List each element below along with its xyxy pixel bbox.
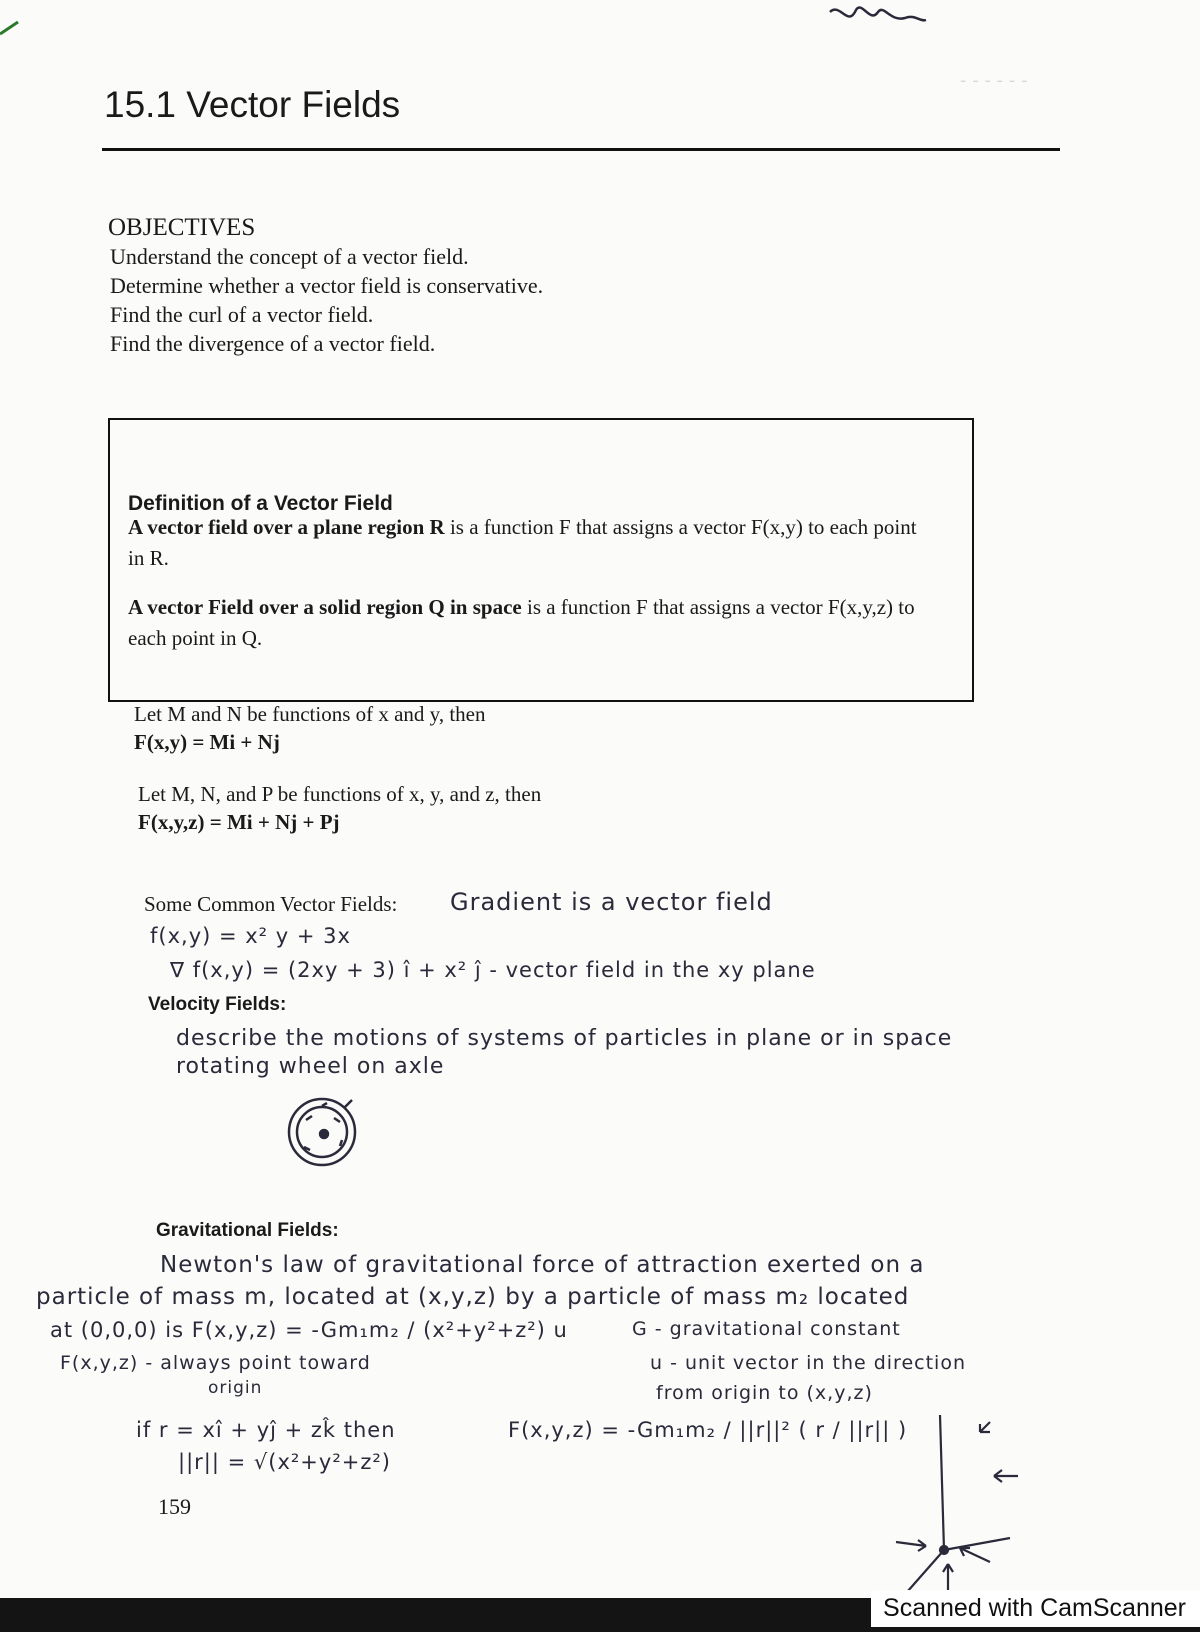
camscanner-watermark: Scanned with CamScanner (871, 1590, 1200, 1627)
definition-plane-bold: A vector field over a plane region R (128, 515, 445, 539)
velocity-fields-heading: Velocity Fields: (148, 994, 287, 1015)
handwritten-origin-label: origin (208, 1378, 263, 1398)
objective-item: Find the curl of a vector field. (110, 302, 374, 327)
plane-functions-text: Let M and N be functions of x and y, then (134, 702, 486, 726)
handwritten-direction-note: F(x,y,z) - always point toward (60, 1352, 371, 1374)
rotating-wheel-sketch (289, 1099, 355, 1165)
objective-item: Find the divergence of a vector field. (110, 331, 436, 356)
bleed-through-text: - - - - - - (960, 70, 1028, 91)
gravitational-fields-heading: Gravitational Fields: (156, 1220, 339, 1241)
page-title: 15.1 Vector Fields (104, 84, 401, 125)
handwritten-unit-vector-def: u - unit vector in the direction (650, 1352, 966, 1374)
handwritten-newton-note: Newton's law of gravitational force of attraction exerted on a (160, 1252, 925, 1278)
title-rule (102, 148, 1060, 151)
objective-item: Determine whether a vector field is conservative. (110, 273, 544, 298)
corner-mark (0, 22, 18, 34)
space-functions-text: Let M, N, and P be functions of x, y, and z, then (138, 782, 542, 806)
objectives-heading: OBJECTIVES (108, 214, 256, 241)
handwritten-function: f(x,y) = x² y + 3x (150, 924, 351, 948)
handwritten-final-formula: F(x,y,z) = -Gm₁m₂ / ||r||² ( r / ||r|| ) (508, 1418, 908, 1442)
handwritten-unit-vector-def: from origin to (x,y,z) (656, 1382, 873, 1404)
definition-space-bold: A vector Field over a solid region Q in space (128, 595, 522, 619)
handwritten-newton-formula: at (0,0,0) is F(x,y,z) = -Gm₁m₂ / (x²+y²+z²) u (50, 1318, 568, 1342)
handwritten-magnitude: ||r|| = √(x²+y²+z²) (178, 1450, 391, 1474)
handwritten-newton-note: particle of mass m, located at (x,y,z) by a particle of mass m₂ located (36, 1284, 910, 1310)
page-number: 159 (158, 1494, 191, 1519)
handwritten-gradient-formula: ∇ f(x,y) = (2xy + 3) î + x² ĵ - vector field in the xy plane (170, 958, 816, 982)
handwritten-velocity-note: rotating wheel on axle (176, 1054, 445, 1079)
definition-space (128, 592, 928, 654)
handwritten-position-vector: if r = xî + yĵ + zk̂ then (136, 1418, 396, 1442)
definition-plane-rest: is a function F that assigns a vector F(x,y) to each point in R. (128, 515, 917, 570)
origin-arrows-sketch (896, 1415, 1018, 1600)
definition-space-rest: is a function F that assigns a vector F(x,y,z) to each point in Q. (128, 595, 915, 650)
space-functions-formula: F(x,y,z) = Mi + Nj + Pj (138, 810, 340, 834)
definition-plane (128, 512, 928, 574)
definition-heading: Definition of a Vector Field (128, 492, 393, 515)
plane-functions-formula: F(x,y) = Mi + Nj (134, 730, 280, 754)
signature-scribble (830, 7, 926, 20)
objective-item: Understand the concept of a vector field. (110, 244, 469, 269)
handwritten-gradient-note: Gradient is a vector field (450, 888, 773, 916)
handwritten-g-definition: G - gravitational constant (632, 1318, 901, 1340)
common-fields-label: Some Common Vector Fields: (144, 892, 398, 916)
handwritten-velocity-note: describe the motions of systems of particles in plane or in space (176, 1026, 953, 1051)
